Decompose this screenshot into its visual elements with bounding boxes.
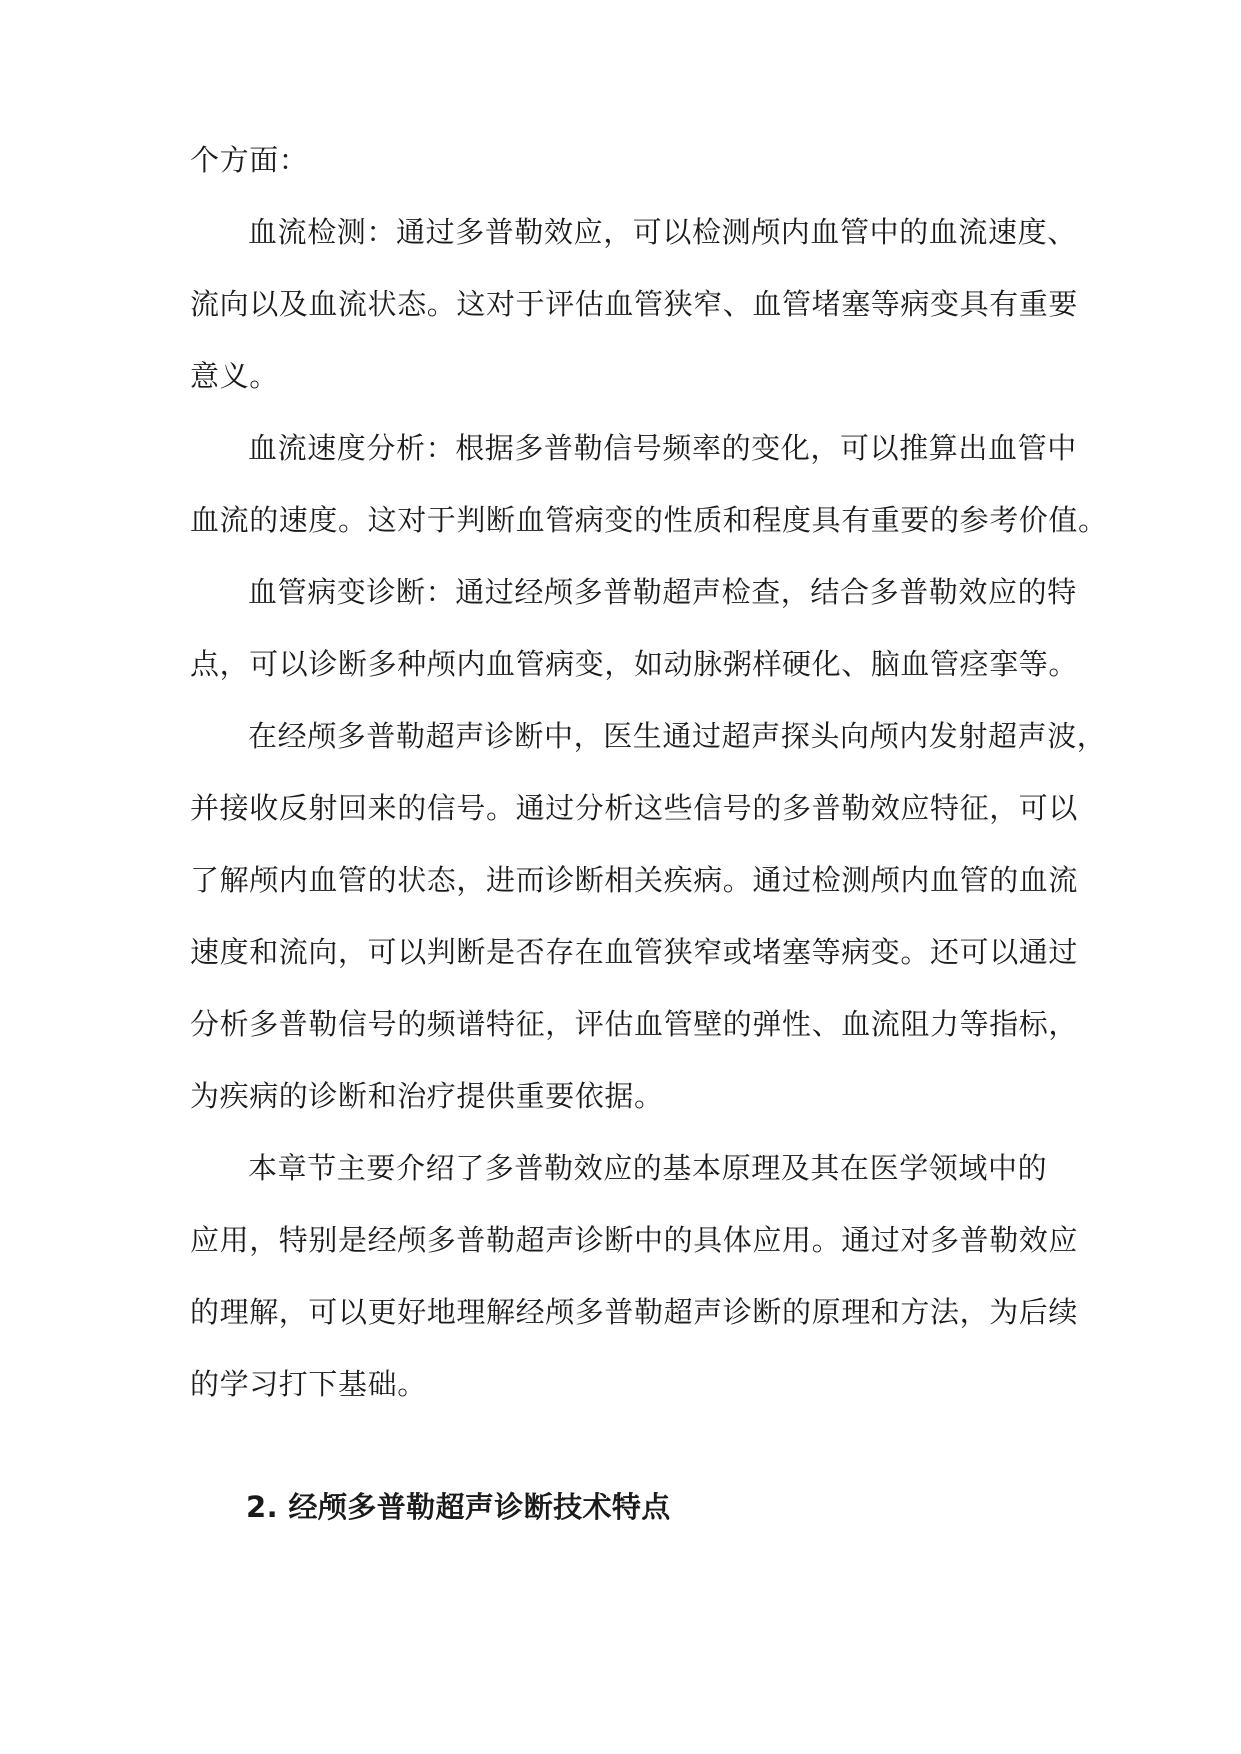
text-line: 点，可以诊断多种颅内血管病变，如动脉粥样硬化、脑血管痉挛等。 — [190, 647, 1079, 681]
text-line: 流向以及血流状态。这对于评估血管狭窄、血管堵塞等病变具有重要 — [190, 287, 1079, 321]
text-line: 并接收反射回来的信号。通过分析这些信号的多普勒效应特征，可以 — [190, 791, 1079, 825]
text-line: 血流速度分析：根据多普勒信号频率的变化，可以推算出血管中 — [248, 431, 1077, 465]
text-line: 为疾病的诊断和治疗提供重要依据。 — [190, 1079, 664, 1113]
text-line: 血流的速度。这对于判断血管病变的性质和程度具有重要的参考价值。 — [190, 503, 1108, 537]
text-line: 在经颅多普勒超声诊断中，医生通过超声探头向颅内发射超声波， — [248, 719, 1107, 753]
text-line: 意义。 — [190, 359, 279, 393]
text-line: 本章节主要介绍了多普勒效应的基本原理及其在医学领域中的 — [248, 1151, 1048, 1185]
text-line: 个方面： — [190, 143, 309, 177]
text-line: 的理解，可以更好地理解经颅多普勒超声诊断的原理和方法，为后续 — [190, 1295, 1079, 1329]
text-line: 血流检测：通过多普勒效应，可以检测颅内血管中的血流速度、 — [248, 215, 1077, 249]
text-line: 速度和流向，可以判断是否存在血管狭窄或堵塞等病变。还可以通过 — [190, 935, 1079, 969]
section-heading: 2. 经颅多普勒超声诊断技术特点 — [246, 1490, 671, 1524]
text-line: 的学习打下基础。 — [190, 1367, 427, 1401]
text-line: 了解颅内血管的状态，进而诊断相关疾病。通过检测颅内血管的血流 — [190, 863, 1079, 897]
text-line: 分析多普勒信号的频谱特征，评估血管壁的弹性、血流阻力等指标， — [190, 1007, 1079, 1041]
text-line: 应用，特别是经颅多普勒超声诊断中的具体应用。通过对多普勒效应 — [190, 1223, 1079, 1257]
text-line: 血管病变诊断：通过经颅多普勒超声检查，结合多普勒效应的特 — [248, 575, 1077, 609]
